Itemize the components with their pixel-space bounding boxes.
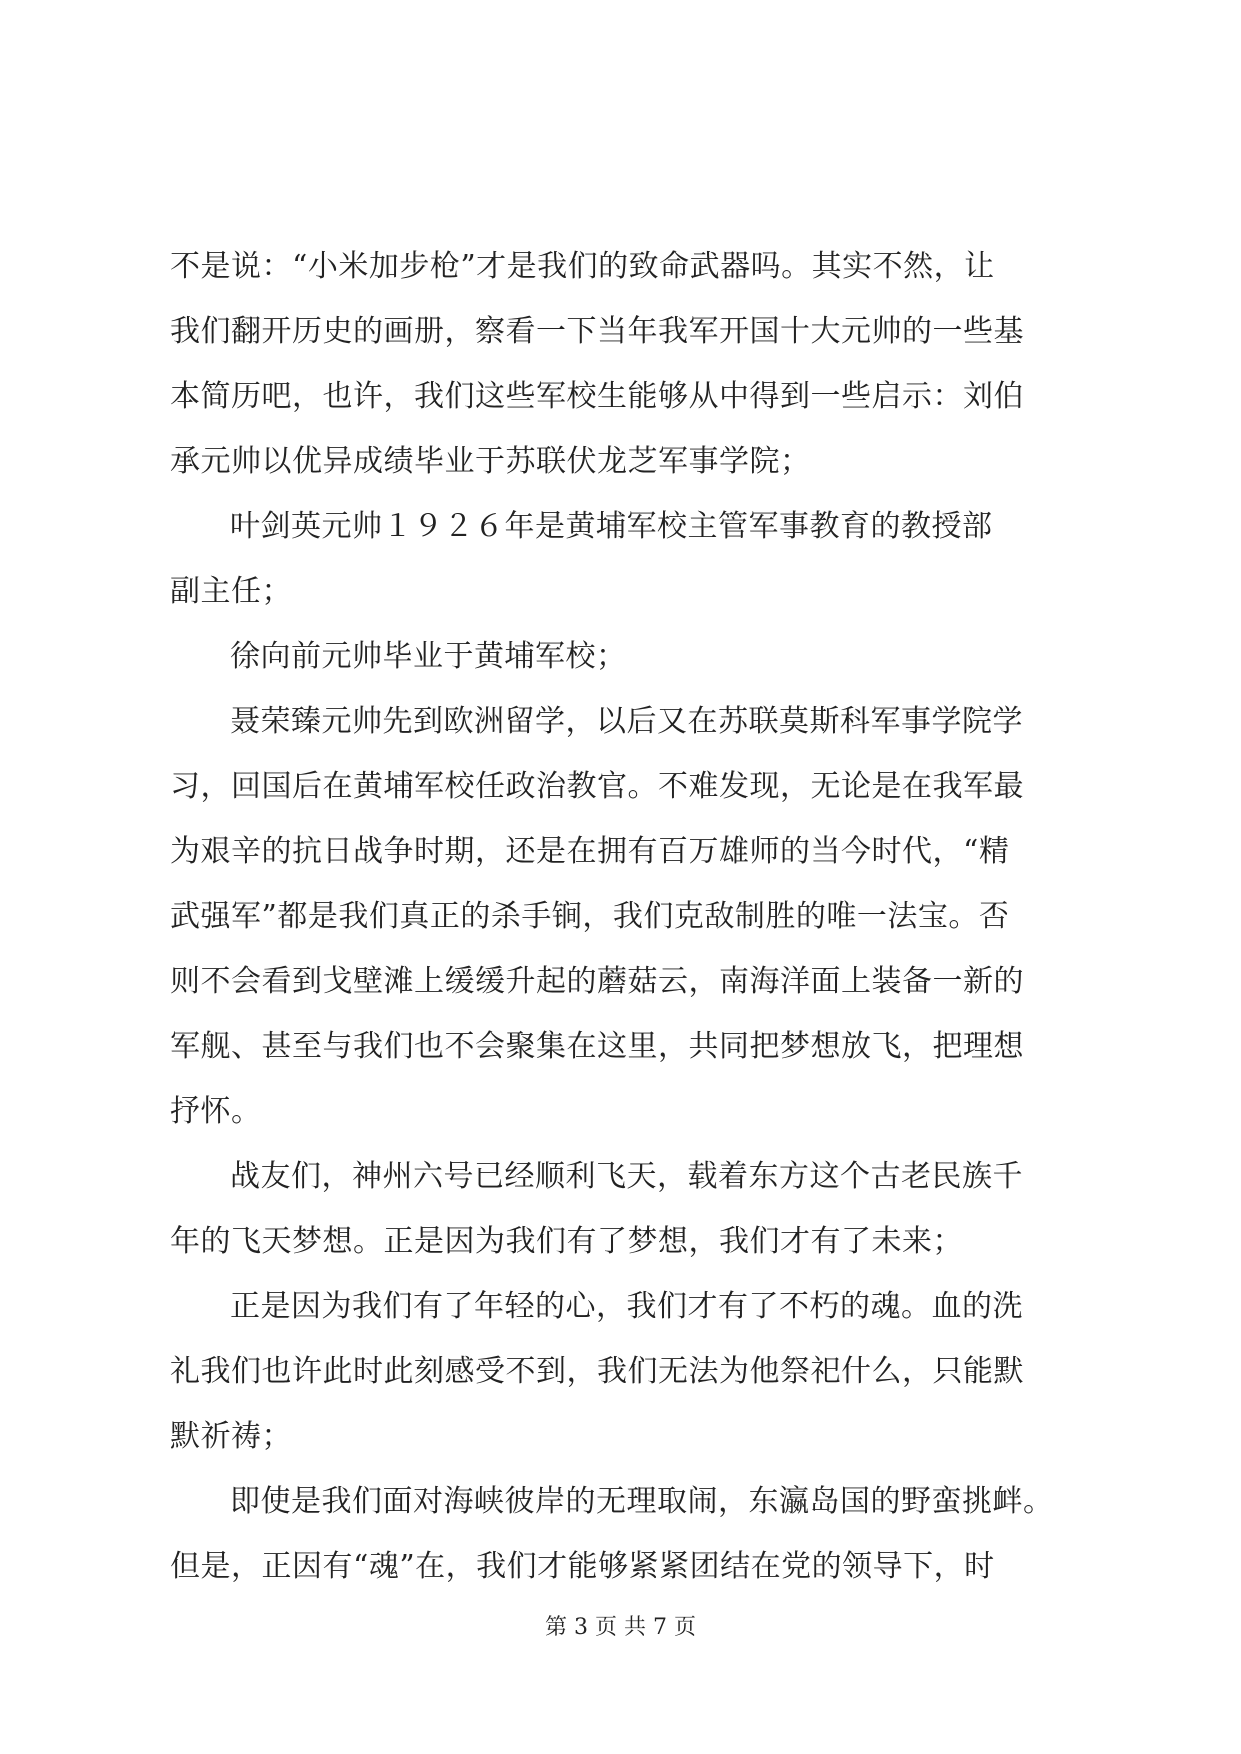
text-line: 叶剑英元帅１９２６年是黄埔军校主管军事教育的教授部 <box>230 509 993 544</box>
text-line: 但是，正因有“魂”在，我们才能够紧紧团结在党的领导下，时 <box>170 1549 995 1584</box>
text-line: 礼我们也许此时此刻感受不到，我们无法为他祭祀什么，只能默 <box>170 1354 1024 1389</box>
text-line: 武强军”都是我们真正的杀手锏，我们克敌制胜的唯一法宝。否 <box>170 899 1010 934</box>
text-line: 军舰、甚至与我们也不会聚集在这里，共同把梦想放飞，把理想 <box>170 1029 1024 1064</box>
text-line: 本简历吧，也许，我们这些军校生能够从中得到一些启示：刘伯 <box>170 379 1024 414</box>
text-line: 习，回国后在黄埔军校任政治教官。不难发现，无论是在我军最 <box>170 769 1024 804</box>
document-body <box>170 234 1078 1599</box>
text-line: 抒怀。 <box>170 1094 262 1129</box>
text-line: 即使是我们面对海峡彼岸的无理取闹，东瀛岛国的野蛮挑衅。 <box>230 1484 1054 1519</box>
text-line: 默祈祷； <box>170 1419 292 1454</box>
text-line: 副主任； <box>170 574 292 609</box>
text-line: 聂荣臻元帅先到欧洲留学，以后又在苏联莫斯科军事学院学 <box>230 704 1023 739</box>
text-line: 徐向前元帅毕业于黄埔军校； <box>230 639 627 674</box>
text-line: 我们翻开历史的画册，察看一下当年我军开国十大元帅的一些基 <box>170 314 1024 349</box>
text-line: 正是因为我们有了年轻的心，我们才有了不朽的魂。血的洗 <box>230 1289 1023 1324</box>
text-line: 承元帅以优异成绩毕业于苏联伏龙芝军事学院； <box>170 444 811 479</box>
text-line: 年的飞天梦想。正是因为我们有了梦想，我们才有了未来； <box>170 1224 963 1259</box>
page-footer: 第 3 页 共 7 页 <box>545 1615 696 1640</box>
text-line: 战友们，神州六号已经顺利飞天，载着东方这个古老民族千 <box>230 1159 1023 1194</box>
text-line: 为艰辛的抗日战争时期，还是在拥有百万雄师的当今时代，“精 <box>170 834 1010 869</box>
text-line: 不是说：“小米加步枪”才是我们的致命武器吗。其实不然，让 <box>170 249 995 284</box>
text-line: 则不会看到戈壁滩上缓缓升起的蘑菇云，南海洋面上装备一新的 <box>170 964 1024 999</box>
